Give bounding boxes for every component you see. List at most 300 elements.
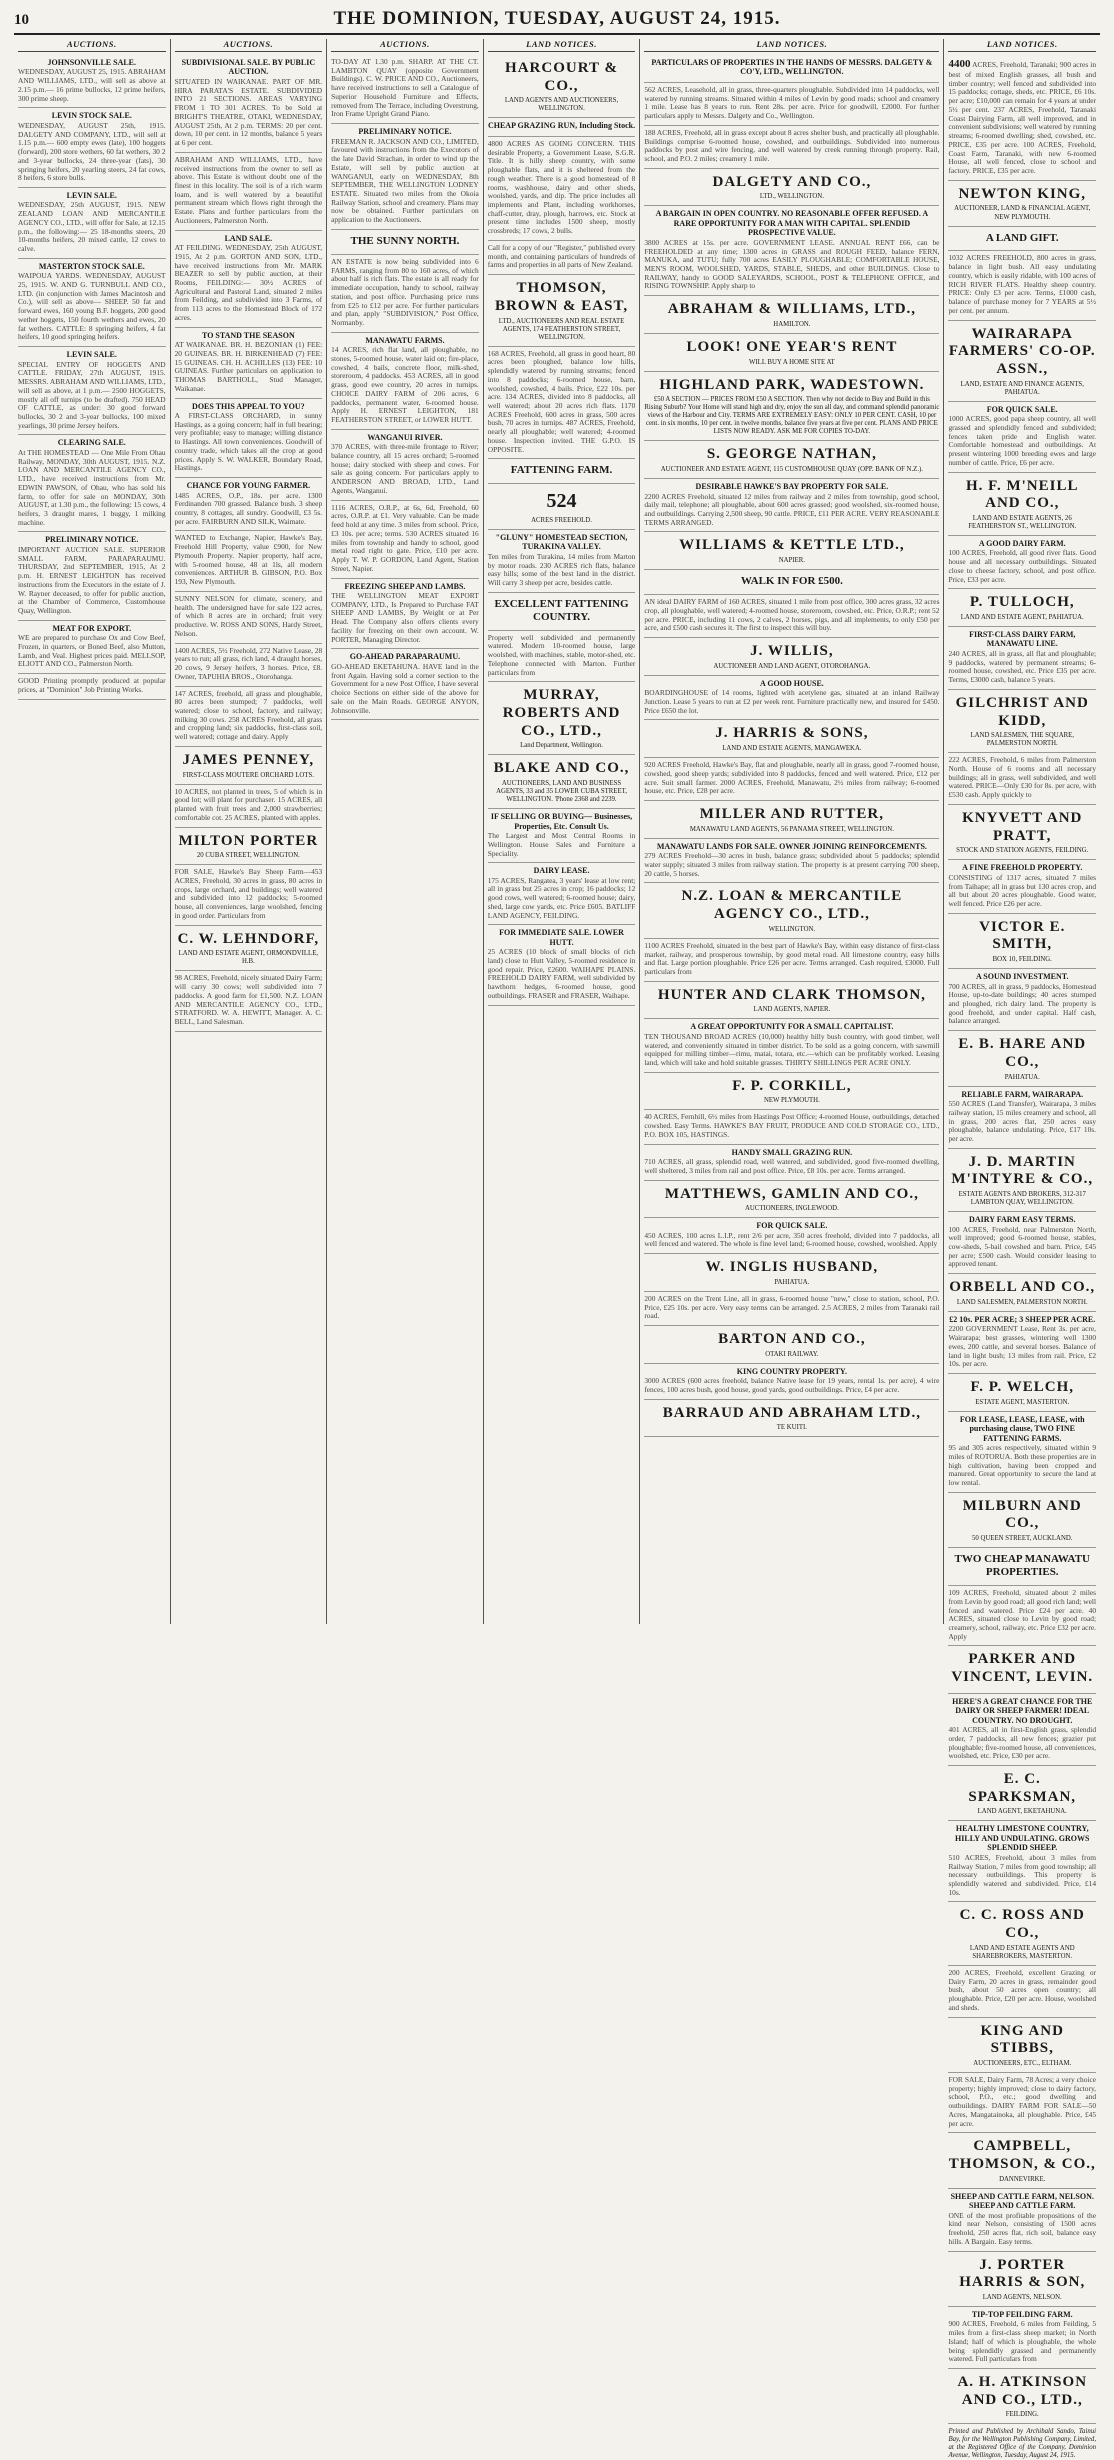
advertisement	[644, 1181, 939, 1219]
column-land-notices-2	[640, 39, 944, 1624]
advertiser-name: MILLER AND RUTTER,	[699, 806, 885, 823]
advertiser-name: J. HARRIS & SONS,	[715, 725, 869, 742]
ad-body-text: Call for a copy of our "Register," published every month, and containing particulars of hundreds of farms and properties in all parts of New Zealand.	[487, 242, 636, 270]
ad-display-heading: THE SUNNY NORTH.	[350, 234, 460, 247]
ad-heading: CHEAP GRAZING RUN, Including Stock.	[487, 121, 636, 131]
advertiser-name: LOOK! ONE YEAR'S RENT	[686, 338, 898, 355]
ad-heading: A GOOD HOUSE.	[759, 678, 824, 688]
advertisement	[175, 55, 323, 153]
advertisement	[644, 939, 939, 982]
ad-heading: FREEZING SHEEP AND LAMBS.	[344, 581, 466, 591]
advertiser-name: E. C. SPARKSMAN,	[968, 1771, 1077, 1805]
ad-body-text: 510 ACRES, Freehold, about 3 miles from Railway Station, 7 miles from good township; all necessary outbuildings. This property is splendidly watered and subdivided. Price, £14 10s.	[948, 1852, 1097, 1897]
advertisement	[175, 971, 323, 1031]
advertiser-name: S. GEORGE NATHAN,	[706, 446, 877, 463]
advertiser-name: F. P. CORKILL,	[732, 1077, 852, 1094]
ad-heading: CLEARING SALE.	[57, 438, 126, 448]
ad-body-text: Ten miles from Turakina, 14 miles from Marton by motor roads. 230 ACRES rich flats, balance easy hills; some of the best land in the district. Will carry 3 sheep per acre, besides cattle.	[487, 551, 636, 588]
advertisement	[948, 1586, 1096, 1646]
advertisement	[175, 153, 323, 231]
ad-body-text: WEDNESDAY, 25th AUGUST, 1915. NEW ZEALAND LOAN AND MERCANTILE AGENCY CO., LTD., will offer for Sale, at 12.15 p.m., the following:— 25 18-months steers, 20 10-months heifers, 20 mixed cattle, 12 cows to calve.	[18, 200, 166, 254]
advertisement	[175, 828, 323, 866]
ad-heading: DOES THIS APPEAL TO YOU?	[192, 401, 305, 411]
advertisement	[488, 118, 636, 136]
advertisement	[948, 969, 1096, 1031]
advertiser-name: P. TULLOCH,	[969, 594, 1075, 611]
advertisement	[175, 687, 323, 747]
advertiser-name: WILLIAMS & KETTLE LTD.,	[679, 537, 905, 554]
advertisement	[488, 484, 636, 530]
columns	[14, 39, 1100, 2460]
ad-body-text: 168 ACRES, Freehold, all grass in good heart, 80 acres been ploughed, balance low hills, splendidly watered by running streams; fenced into 8 paddocks; 6-roomed house, barn, woolshed, cowshed, 4 bails. Price, £22 10s. per acre. 134 ACRES, divided into 8 paddocks, all well watered; about 20 acres rich flats. 1170 ACRES Freehold, 600 acres in grass, 500 acres bush, 70 acres in turnips. 487 ACRES, Freehold, nearly all ploughable; well watered; 4-roomed house. Inspection invited. THE G.P.O. IS OPPOSITE.	[487, 348, 636, 454]
ad-heading: FOR QUICK SALE.	[756, 1221, 828, 1231]
advertisement	[644, 55, 939, 83]
ad-body-text: 1000 ACRES, good papa sheep country, all well grassed and splendidly fenced and subdivided; fences taken pride and English water. Comfortable homestead and outbuildings. At present wintering 1000 breeding ewes and large number of cattle. Price, £6 per acre.	[948, 414, 1097, 467]
advertisement	[488, 593, 636, 631]
ad-body-text: 920 ACRES Freehold, Hawke's Bay, flat and ploughable, nearly all in grass, good 7-roomed house, cowshed, good sheep yards; subdivided into 8 paddocks, fenced and well watered. Price, £12 per acre. Suit small farmer. 2000 ACRES, Freehold, Manawatu, 2½ miles from railway; 6-roomed house, etc. Price, £28 per acre.	[644, 760, 940, 796]
advertisement	[175, 747, 323, 785]
advertisement	[488, 241, 636, 275]
page-number: 10	[14, 12, 29, 28]
advertiser-name: MATTHEWS, GAMLIN AND CO.,	[664, 1185, 919, 1202]
advertiser-name: ABRAHAM & WILLIAMS, LTD.,	[667, 301, 917, 318]
ad-body-text: IMPORTANT AUCTION SALE. SUPERIOR SMALL FARM, PARAPARAUMU. THURSDAY, 2nd SEPTEMBER, 1915, At 2 p.m. H. ERNEST LEIGHTON has received instructions from the Executors in the estate of J. W. Rayner deceased, to offer for public auction, at the Chamber of Commerce, Customhouse Quay, Wellington.	[18, 544, 166, 616]
newspaper-title: THE DOMINION, TUESDAY, AUGUST 24, 1915.	[333, 8, 781, 29]
advertiser-address: LAND, ESTATE AND FINANCE AGENTS, PAHIATUA.	[960, 380, 1084, 396]
ad-heading: A BARGAIN IN OPEN COUNTRY. NO REASONABLE OFFER REFUSED. A RARE OPPORTUNITY FOR A MAN WITH CAPITAL. SPLENDID PROSPECTIVE VALUE.	[655, 209, 929, 238]
advertiser-name: BARRAUD AND ABRAHAM LTD.,	[662, 1404, 921, 1421]
ad-heading: A GREAT OPPORTUNITY FOR A SMALL CAPITALIST.	[690, 1022, 894, 1032]
ad-body-text: WEDNESDAY, AUGUST 25th, 1915. DALGETY AND COMPANY, LTD., will sell at 1.15 p.m.— 600 empty ewes (late), 100 hoggets (forward), 200 store wethers, 60 fat wethers, 30 2 and 3-year bullocks, 24 three-year (fats), 30 springing heifers, 20 yearling steers, 24 fat cows, 8 heifers, 6 store bulls.	[18, 120, 166, 183]
advertiser-name: VICTOR E. SMITH,	[979, 918, 1066, 953]
ad-heading: FOR LEASE, LEASE, LEASE, with purchasing clause, TWO FINE FATTENING FARMS.	[959, 1414, 1085, 1443]
ad-display-heading: FATTENING FARM.	[510, 464, 613, 477]
advertiser-address: ESTATE AGENT, MASTERTON.	[975, 1398, 1070, 1406]
ad-body-text: 401 ACRES, all in first-English grass, splendid order, 7 paddocks, all new fences; grazier put ploughable; five-roomed house, all conveniences, woolshed, etc. Price, £30 per acre.	[948, 1725, 1097, 1761]
ad-heading: JOHNSONVILLE SALE.	[47, 58, 137, 68]
advertiser-address: Land Department, Wellington.	[520, 742, 603, 750]
ad-body-text: 2200 ACRES Freehold, situated 12 miles from railway and 2 miles from township, good school, daily mail, telephone; all ploughable, about 600 acres grassed; good woolshed, six-roomed house, and outbuildings. Carrying 2,500 sheep, 90 cattle. PRICE, £11 PER ACRE. VERY REASONABLE TERMS ARRANGED.	[644, 491, 940, 527]
advertiser-address: FIRST-CLASS MOUTERE ORCHARD LOTS.	[182, 771, 314, 779]
ad-body-text: GOOD Printing promptly produced at popular prices, at "Dominion" Job Printing Works.	[18, 676, 166, 694]
advertisement	[488, 137, 636, 241]
advertisement	[644, 1326, 939, 1364]
ad-heading: LEVIN SALE.	[66, 190, 117, 200]
ad-heading: PRELIMINARY NOTICE.	[45, 535, 139, 545]
advertiser-name: A. H. ATKINSON AND CO., LTD.,	[957, 2374, 1088, 2408]
advertiser-address: ESTATE AGENTS AND BROKERS, 312-317 LAMBTON QUAY, WELLINGTON.	[958, 1191, 1086, 1207]
section-heading: AUCTIONS.	[331, 39, 479, 52]
ad-body-text: 279 ACRES Freehold—30 acres in bush, balance grass; subdivided about 5 paddocks; splendid water supply; situated 3 miles from railway station. The property is at present carrying 700 sheep, 20 cattle, 5 horses.	[644, 851, 940, 878]
ad-heading: PARTICULARS OF PROPERTIES IN THE HANDS OF MESSRS. DALGETY & CO'Y, LTD., WELLINGTON.	[651, 58, 933, 77]
advertisement	[175, 231, 323, 328]
advertisement	[948, 536, 1096, 589]
advertisement	[948, 1646, 1096, 1693]
ad-heading: A GOOD DAIRY FARM.	[978, 538, 1066, 548]
advertisement	[644, 883, 939, 938]
advertisement	[175, 926, 323, 972]
ad-heading: CHANCE FOR YOUNG FARMER.	[186, 481, 311, 491]
ad-display-heading: A LAND GIFT.	[985, 231, 1059, 244]
advertiser-name: E. B. HARE AND CO.,	[958, 1036, 1087, 1070]
advertisement	[644, 801, 939, 839]
ad-heading: LEVIN STOCK SALE.	[51, 111, 132, 121]
advertiser-address: AUCTIONEERS, INGLEWOOD.	[744, 1205, 839, 1213]
ad-body-text: 450 ACRES, 100 acres L.I.P., rent 2/6 per acre, 350 acres freehold, divided into 7 paddocks, all well fenced and watered. The whole is fine level land; 6-roomed house, cowshed, woolshed. Apply	[644, 1230, 940, 1249]
advertiser-name: KING AND STIBBS,	[980, 2022, 1064, 2057]
advertiser-address: PAHIATUA.	[1004, 1073, 1040, 1081]
advertiser-address: LTD., WELLINGTON.	[759, 193, 824, 201]
ad-body-text: WANTED to Exchange, Napier, Hawke's Bay, Freehold Hill Property, value £900, for New Plymouth Property. Napier property, half acre, with 5-roomed house, 48 at 1ls, all modern conveniences. ARTHUR B. GIBSON, P.O. Box 193, New Plymouth.	[174, 533, 323, 587]
advertiser-address: WELLINGTON.	[768, 925, 816, 933]
ad-heading: LAND SALE.	[224, 233, 273, 243]
column-auctions-1	[14, 39, 171, 1624]
advertisement	[175, 531, 323, 591]
ad-heading: IF SELLING OR BUYING— Businesses, Properties, Etc. Consult Us.	[490, 812, 633, 831]
ad-body-text: 1485 ACRES, O.P., 18s. per acre. 1300 Ferdinanden 700 grassed. Balance bush. 3 sheep country, 8 cottages, all sundry. Goodwill, £3 5s. per acre. FAIRBURN AND SILK, Waimate.	[174, 490, 323, 526]
advertiser-address: £50 A SECTION — PRICES FROM £50 A SECTION. Then why not decide to Buy and Build in this Rising Suburb? Your Home will stand high and dry, enjoy the sun all day, and command splendid panoramic views of the Harbour and City. TERMS ARE EXTREMELY EASY: ONLY 10 PER CENT. CASH, 10 per cent. in six months, 10 per cent. in twelve months, balance five years at five per cent. PLANS AND PRICE LISTS NOW READY. ASK ME FOR COPIES TO-DAY.	[644, 396, 940, 436]
advertisement	[948, 227, 1096, 252]
advertiser-address: LAND AGENTS, NAPIER.	[753, 1006, 831, 1014]
advertiser-name: HIGHLAND PARK, WADESTOWN.	[659, 376, 925, 393]
ad-display-heading: TWO CHEAP MANAWATU PROPERTIES.	[954, 1553, 1090, 1579]
ad-heading: MEAT FOR EXPORT.	[52, 623, 132, 633]
advertiser-address: LAND AGENT, EKETAHUNA.	[977, 1808, 1067, 1816]
ad-body-text: 14 ACRES, rich flat land, all ploughable, no stones, 5-roomed house, water laid on; fire-place, cowshed, 4 bails, concrete floor, milk-shed, storeroom, 4 paddocks. 453 ACRES, all in good grass, good ewe country, 20 acres in turnips. CHOICE DAIRY FARM of 206 acres, 6 paddocks, permanent water, 6-roomed house. Apply H. ERNEST LEIGHTON, 181 FEATHERSTON STREET, or LOWER HUTT.	[331, 345, 479, 425]
ad-body-text: 95 and 305 acres respectively, situated within 9 miles of ROTORUA. Both these properties are in high cultivation, having been cropped and manured. Great opportunity to secure the land at low rental.	[948, 1443, 1097, 1487]
advertisement	[644, 1145, 939, 1181]
advertisement	[948, 860, 1096, 913]
ad-heading: MANAWATU FARMS.	[365, 335, 445, 345]
ad-body-text: ONE of the most profitable propositions of the kind near Nelson, consisting of 1500 acres freehold, 250 acres flat, rich soil, balance easy hills. A Bargain. Easy terms.	[948, 2210, 1097, 2246]
section-heading: LAND NOTICES.	[488, 39, 636, 52]
ad-heading: DAIRY FARM EASY TERMS.	[969, 1215, 1076, 1225]
advertisement	[488, 275, 636, 346]
ad-body-text: 98 ACRES, Freehold, nicely situated Dairy Farm; will carry 30 cows; well subdivided into 7 paddocks. A good farm for £1,500. N.Z. LOAN AND MERCANTILE AGENCY CO., LTD., STRATFORD. W. A. HEWITT, Manager. A. C. BELL, Land Salesman.	[174, 973, 323, 1027]
advertisement	[948, 589, 1096, 627]
ad-heading: SHEEP AND CATTLE FARM, NELSON. SHEEP AND CATTLE FARM.	[950, 2191, 1094, 2211]
advertisement	[644, 372, 939, 442]
ad-body-text: 175 ACRES, Rangatea, 3 years' lease at low rent; all in grass but 25 acres in crop; 16 paddocks; 12 good cows, well watered; 6-roomed house; dairy, shed, large cow yards, etc. Price £605. BATLIFF LAND AGENCY, FEILDING.	[487, 875, 636, 920]
ad-body-text: GO-AHEAD EKETAHUNA. HAVE land in the front Again. Having sold a corner section to the Government for a new Post Office, I have several choice Sections on either side of the above for sale on the Main Roads. GEORGE ANYON, Johnsonville.	[331, 661, 479, 715]
advertiser-name: GILCHRIST AND KIDD,	[955, 694, 1089, 729]
advertisement	[488, 863, 636, 925]
ad-heading: A FINE FREEHOLD PROPERTY.	[962, 863, 1083, 873]
ad-body-text: 188 ACRES, Freehold, all in grass except about 8 acres shelter bush, and practically all ploughable. Buildings comprise 6-roomed house, cowshed, and outbuildings. Subdivided into numerous paddocks by post and wire fencing, and well watered by creek running through property. Rail, school, and P.O. 2 miles; creamery 1 mile.	[644, 127, 940, 164]
advertisement	[488, 925, 636, 1005]
advertiser-address: FEILDING.	[1005, 2411, 1039, 2419]
advertiser-address: LAND AGENTS, NELSON.	[982, 2293, 1062, 2301]
advertisement	[331, 430, 479, 501]
advertisement	[948, 1274, 1096, 1312]
advertisement	[948, 2133, 1096, 2188]
advertisement	[948, 1548, 1096, 1586]
ad-body-text: WAIPOUA YARDS. WEDNESDAY, AUGUST 25, 1915. W. AND G. TURNBULL AND CO., LTD. (in conjunction with James Macintosh and Co.), will sell as above— SHEEP. 50 fat and forward ewes, 160 young B.F. hoggets, 200 good wether hoggets, 150 fourth wethers and ewes, 20 fat wethers. CATTLE: 8 springing heifers, 4 fat heifers, 10 good springing heifers.	[18, 271, 166, 342]
advertiser-name: PARKER AND VINCENT, LEVIN.	[951, 1651, 1094, 1686]
advertiser-name: H. F. M'NEILL AND CO.,	[966, 477, 1079, 512]
section-heading: LAND NOTICES.	[948, 39, 1096, 52]
ad-heading: MASTERTON STOCK SALE.	[38, 261, 145, 271]
ad-body-text: 1400 ACRES, 5½ Freehold, 272 Native Lease, 28 years to run; all grass, rich land, 4 draught horses, 20 cows, 9 Jersey heifers, 3 horses. Price, £8. Owner, TAPUHIA BROS., Otorohanga.	[174, 645, 323, 681]
advertisement	[948, 1821, 1096, 1902]
ad-lead-number: 4400	[948, 58, 971, 71]
ad-body-text: The Largest and Most Central Rooms in Wellington. House Sales and Furniture a Speciality.	[487, 831, 636, 858]
ad-display-number: 524	[546, 490, 577, 513]
advertisement	[488, 631, 636, 683]
advertisement	[644, 720, 939, 758]
ad-body-text: 2200 GOVERNMENT Lease, Rent 3s. per acre, Wairarapa; best grasses, wintering well 1300 ewes, 200 cattle, and several horses. Balance of land in light bush; 13 miles from rail. Price, £2 10s. per acre.	[948, 1324, 1097, 1369]
ad-body-text: FREEMAN R. JACKSON AND CO., LIMITED, favoured with instructions from the Executors of the late David Strachan, in order to wind up the Estate, will sell by public auction at WANGANUI, early on WEDNESDAY, 8th SEPTEMBER, THE WELLINGTON LODNEY ESTATE. Situated two miles from the Okoia Railway Station, school and creamery. Plans may now be obtained. Further particulars on application to the Auctioneers.	[331, 136, 479, 225]
advertisement	[175, 592, 323, 644]
ad-body-text: 109 ACRES, Freehold, situated about 2 miles from Levin by good road; all good rich land; well fenced and watered. Price £24 per acre. 40 ACRES, situated close to Levin by good road; creamery, school, railway, etc. Price £32 per acre. Apply	[948, 1588, 1097, 1641]
ad-display-heading: EXCELLENT FATTENING COUNTRY.	[494, 597, 629, 623]
ad-body-text: THE WELLINGTON MEAT EXPORT COMPANY, LTD., Is Prepared to Purchase FAT SHEEP AND LAMBS, By Weight or at Per Head. The Company also offers clients every facility for freezing on their own account. W. PORTER, Managing Director.	[331, 590, 479, 644]
advertiser-address: OTAKI RAILWAY.	[765, 1350, 819, 1358]
advertiser-address: LAND SALESMEN, THE SQUARE, PALMERSTON NORTH.	[970, 732, 1074, 748]
ad-body-text: WEDNESDAY, AUGUST 25, 1915. ABRAHAM AND WILLIAMS, LTD., will sell as above at 2.15 p.m.— 16 prime bullocks, 12 prime heifers, 300 prime sheep.	[18, 67, 166, 103]
advertisement	[175, 478, 323, 531]
advertisement	[644, 1019, 939, 1072]
ad-heading: TIP-TOP FEILDING FARM.	[971, 2309, 1073, 2319]
ad-body-text: 10 ACRES, not planted in trees, 5 of which is in good lot; will plant for purchaser. 15 ACRES, all planted with fruit trees and 2,000 strawberries; comfortable cot. 25 ACRES, planted with apples.	[174, 786, 323, 822]
ad-body-text: SUNNY NELSON for climate, scenery, and health. The undersigned have for sale 122 acres, of which 8 acres are in orchard; fruit very productive. W. ROSS AND SONS, Hardy Street, Nelson.	[174, 593, 323, 638]
advertisement	[644, 479, 939, 532]
advertisement	[644, 1110, 939, 1144]
advertiser-name: KNYVETT AND PRATT,	[962, 809, 1083, 844]
advertiser-address: BOX 10, FEILDING.	[992, 956, 1052, 964]
ad-heading: A SOUND INVESTMENT.	[975, 972, 1069, 982]
advertiser-name: CAMPBELL, THOMSON, & CO.,	[948, 2138, 1096, 2173]
advertiser-name: J. WILLIS,	[750, 643, 834, 660]
column-auctions-3	[327, 39, 484, 1624]
ad-body-text: 700 ACRES, all in grass, 9 paddocks, Homestead House, up-to-date buildings; 40 acres stumped and ploughed, rich dairy land. The property is good freehold, and under capital. Half cash, balance arranged.	[948, 981, 1097, 1026]
section-heading: AUCTIONS.	[18, 39, 166, 52]
advertisement	[948, 251, 1096, 320]
ad-body-text: 147 ACRES, freehold, all grass and ploughable, 80 acres been stumped; 7 paddocks, well watered; close to school, factory, and railway; milking 30 cows. 258 ACRES Freehold, all grass and cropping land; six paddocks, first-class soil, well watered; cottage and dairy. Apply	[174, 688, 323, 742]
advertisement	[948, 2252, 1096, 2307]
advertisement	[948, 1087, 1096, 1149]
advertisement	[948, 690, 1096, 753]
ad-heading: LEVIN SALE.	[66, 350, 117, 360]
advertisement	[948, 321, 1096, 402]
advertisement	[331, 55, 479, 124]
advertisement	[18, 532, 166, 620]
advertiser-address: LAND AND ESTATE AGENTS, MANGAWEKA.	[722, 745, 862, 753]
ad-body-text: 240 ACRES, all in grass, all flat and ploughable; 9 paddocks, watered by permanent streams; 6-roomed house, cowshed, etc. Price £35 per acre. Terms, £3000 cash, balance 5 years.	[948, 648, 1097, 685]
ad-body-text: 222 ACRES, Freehold, 6 miles from Palmerston North. House of 6 rooms and all necessary buildings; all in grass, well subdivided, and well watered. PRICE—Only £30 for 8s. per acre, with £530 cash. Apply quickly to	[948, 755, 1097, 800]
advertiser-name: JAMES PENNEY,	[182, 751, 315, 768]
advertiser-name: HARCOURT & CO.,	[505, 60, 618, 94]
advertiser-name: C. C. ROSS AND CO.,	[959, 1907, 1085, 1942]
advertisement	[644, 1254, 939, 1292]
advertisement	[18, 188, 166, 259]
advertisement	[488, 530, 636, 593]
ad-body-text: BOARDINGHOUSE of 14 rooms, lighted with acetylene gas, situated at an inland Railway Junction. Lease 5 years to run at £2 per week rent. Furniture practically new, and insured for £450. Price £650 the lot.	[644, 688, 940, 715]
ad-body-text: 1032 ACRES FREEHOLD, 800 acres in grass, balance in light bush. All easy undulating country, which is easily ridable, with 100 acres of RICH RIVER FLATS. Healthy sheep country. PRICE: Only £3 per acre. Terms, £1000 cash, balance of purchase money for 7 YEARS at 5½ per cent. per annum.	[948, 253, 1097, 315]
advertiser-address: 20 CUBA STREET, WELLINGTON.	[196, 852, 300, 860]
advertisement	[18, 621, 166, 674]
ad-heading: DESIRABLE HAWKE'S BAY PROPERTY FOR SALE.	[695, 482, 889, 492]
ad-body-text: Property well subdivided and permanently watered. Modern 10-roomed house, large woolshed, with machines, stable, motor-shed, etc. Telephone connected with Marton. Further particulars from	[487, 632, 636, 677]
advertisement	[948, 181, 1096, 227]
ad-body-text: 370 ACRES, with three-mile frontage to River; balance country, all 15 acres orchard; 5-roomed house; dairy stocked with sheep and cows. For sale as going concern. For particulars apply to ANDERSON AND BROAD, LTD., Land Agents, Wanganui.	[331, 442, 479, 495]
advertisement	[948, 1966, 1096, 2018]
advertiser-address: LAND AND ESTATE AGENT, ORMONDVILLE, H.B.	[178, 950, 319, 966]
advertiser-address: HAMILTON.	[773, 320, 811, 328]
advertisement	[948, 2018, 1096, 2073]
advertisement	[644, 334, 939, 372]
advertisement	[948, 1412, 1096, 1493]
ad-body-text: WE are prepared to purchase Ox and Cow Beef, Frozen, in quarters, or Boned Beef, also Mutton, Lamb, and Veal. Highest prices paid. MELLSOP, ELIOTT AND CO., Palmerston North.	[18, 633, 166, 669]
ad-body-text: ABRAHAM AND WILLIAMS, LTD., have received instructions from the owner to sell as above. This Estate is without doubt one of the finest in this locality. The soil is of a rich warm loam, and is well watered by a beautiful permanent stream which flows right through the Estate. Plans and further particulars from the Auctioneers, Palmerston North.	[174, 154, 323, 225]
advertiser-address: NAPIER.	[778, 557, 805, 565]
ad-heading: SUBDIVISIONAL SALE. BY PUBLIC AUCTION.	[181, 58, 316, 77]
advertisement	[948, 1212, 1096, 1274]
advertiser-address: LAND SALESMEN, PALMERSTON NORTH.	[956, 1298, 1088, 1306]
advertiser-name: THOMSON, BROWN & EAST,	[494, 280, 629, 314]
advertisement	[948, 1902, 1096, 1965]
advertisement	[948, 1694, 1096, 1766]
advertiser-name: NEWTON KING,	[958, 185, 1087, 202]
advertisement	[488, 347, 636, 460]
advertisement	[644, 1073, 939, 1111]
advertiser-address: LAND AGENTS AND AUCTIONEERS, WELLINGTON.	[504, 97, 619, 113]
advertisement	[331, 230, 479, 255]
advertiser-name: J. PORTER HARRIS & SON,	[959, 2256, 1086, 2291]
advertisement	[644, 296, 939, 334]
advertisement	[644, 83, 939, 126]
advertisement	[488, 459, 636, 484]
advertiser-address: DANNEVIRKE.	[999, 2175, 1046, 2183]
advertisement	[644, 532, 939, 570]
advertisement	[948, 473, 1096, 536]
ad-body-text: A FIRST-CLASS ORCHARD, in sunny Hastings, as a going concern; half in full bearing; very profitable; easy to manage; willing distance to Hastings. All town conveniences. Goodwill of country trade, which takes all the crop at good prices. Apply S. W. WALKER, Boundary Road, Hastings.	[174, 410, 323, 473]
advertiser-name: MURRAY, ROBERTS AND CO., LTD.,	[502, 687, 621, 739]
advertisement	[644, 570, 939, 595]
ad-body-text: SPECIAL ENTRY OF HOGGETS AND CATTLE. FRIDAY, 27th AUGUST, 1915. MESSRS. ABRAHAM AND WILLIAMS, LTD., will sell as above, at 1 p.m.— 2500 HOGGETS, mostly all off turnips (to be drafted). 750 HEAD OF CATTLE, as under: 30 good forward bullocks, 30 2 and 3-year bullocks, 100 mixed yearlings, 30 prime Jersey heifers.	[18, 359, 166, 430]
advertiser-name: C. W. LEHNDORF,	[177, 930, 320, 947]
advertiser-name: ORBELL AND CO.,	[949, 1279, 1096, 1296]
advertiser-address: TE KUITI.	[776, 1424, 807, 1432]
advertiser-name: DALGETY AND CO.,	[712, 173, 872, 190]
advertisement	[331, 124, 479, 230]
advertisement	[948, 1374, 1096, 1412]
advertiser-name: MILTON PORTER	[178, 832, 319, 849]
ad-heading: HEALTHY LIMESTONE COUNTRY, HILLY AND UNDULATING. GROWS SPLENDID SHEEP.	[955, 1824, 1090, 1853]
advertisement	[18, 674, 166, 699]
advertisement	[644, 1364, 939, 1400]
ad-heading: GO-AHEAD PARAPARAUMU.	[349, 652, 461, 662]
advertisement	[488, 755, 636, 809]
ad-heading: MANAWATU LANDS FOR SALE. OWNER JOINING REINFORCEMENTS.	[656, 841, 927, 851]
ad-body-text: 200 ACRES, Freehold, excellent Grazing or Dairy Farm, 20 acres in grass, remainder good bush, about 50 acres open country; all ploughable. Price, £20 per acre. House, woolshed and sheds.	[948, 1967, 1097, 2012]
advertisement	[644, 1292, 939, 1326]
advertiser-address: AUCTIONEER, LAND & FINANCIAL AGENT, NEW PLYMOUTH.	[954, 205, 1091, 221]
ad-heading: "GLUNY" HOMESTEAD SECTION, TURAKINA VALLEY.	[495, 532, 628, 552]
advertiser-name: WAIRARAPA FARMERS' CO-OP. ASSN.,	[948, 325, 1096, 377]
advertisement	[488, 55, 636, 118]
advertisement	[948, 2189, 1096, 2252]
ad-heading: PRELIMINARY NOTICE.	[358, 127, 452, 137]
advertisement	[331, 649, 479, 720]
advertiser-name: BLAKE AND CO.,	[493, 760, 630, 777]
ad-body-text: 200 ACRES on the Trent Line, all in grass, 6-roomed house "new," close to station, school, P.O. Price, £25 10s. per acre. Very easy terms can be arranged. 2.5 ACRES, 2 miles from Taranaki rail road.	[644, 1293, 940, 1321]
advertisement	[644, 595, 939, 638]
advertisement	[488, 682, 636, 755]
advertisement	[644, 839, 939, 884]
advertisement	[175, 644, 323, 687]
ad-body-text: 562 ACRES, Leasehold, all in grass, three-quarters ploughable. Subdivided into 14 paddocks, well watered by running streams. Situated within 4 miles of Levin by good roads; school and creamery 1 mile. Lease has 8 years to run. Rent 28s. per acre. Price for goodwill, £2000. For further particulars apply to Messrs. Dalgety and Co., Wellington.	[644, 84, 940, 121]
advertisement	[948, 2073, 1096, 2133]
advertisement	[644, 441, 939, 479]
ad-body-text: 100 ACRES, Freehold, near Palmerston North, well improved; good 6-roomed house, stables, cow-sheds, 5-bail cowshed and barn. Price, £45 per acre; £500 cash. Would consider leasing to approved tenant.	[948, 1224, 1097, 1269]
advertisement	[175, 865, 323, 925]
advertisement	[948, 2369, 1096, 2424]
ad-heading: DAIRY LEASE.	[533, 866, 590, 876]
ad-body-text: FOR SALE, Hawke's Bay Sheep Farm—453 ACRES, Freehold, 30 acres in grass, 80 acres in crops, large orchard, and buildings; well watered and subdivided into 12 paddocks; 5-roomed house, all conveniences, large woolshed, fencing in good order. Particulars from	[174, 867, 323, 920]
ad-heading: KING COUNTRY PROPERTY.	[736, 1366, 847, 1376]
ad-body-text: 25 ACRES (10 block of small blocks of rich land) close to Hutt Valley, 5-roomed residence in good repair. Price, £2600. WAIHAPE PLAINS. FREEHOLD DAIRY FARM, well subdivided by hawthorn hedges, 6-roomed house, good outbuildings. FRASER and FRASER, Waihape.	[487, 947, 636, 1000]
section-heading: AUCTIONS.	[175, 39, 323, 52]
advertisement	[644, 1400, 939, 1438]
advertiser-address: ACRES FREEHOLD.	[531, 516, 592, 524]
advertisement	[644, 982, 939, 1020]
advertiser-address: LTD., AUCTIONEERS AND REAL ESTATE AGENTS, 174 FEATHERSTON STREET, WELLINGTON.	[498, 317, 625, 341]
advertiser-name: W. INGLIS HUSBAND,	[705, 1259, 879, 1276]
advertiser-address: WILL BUY A HOME SITE AT	[748, 358, 835, 366]
ad-body-text: 4800 ACRES AS GOING CONCERN. THIS desirable Property, a Government Lease, S.G.R. Title. It is hilly sheep country, with some ploughable flats, and it is sheltered from the rough weather. There is a good homestead of 8 rooms, washhouse, dairy and other sheds, woolshed, yards, and dip. The price includes all implements and Plant, including workhorses, chaff-cutter, dray, plough, harrows, etc. Stock at present time includes 1500 sheep, mostly crossbreds; 17 cows, 2 bulls.	[487, 138, 636, 236]
advertisement	[18, 435, 166, 532]
advertiser-address: AUCTIONEER AND ESTATE AGENT, 115 CUSTOMHOUSE QUAY (OPP. BANK OF N.Z.).	[660, 466, 923, 474]
section-heading: LAND NOTICES.	[644, 39, 939, 52]
ad-body-text: At THE HOMESTEAD — One Mile From Ohau Railway, MONDAY, 30th AUGUST, 1915. N.Z. LOAN AND MERCANTILE AGENCY CO., LTD., have received instructions from Mr. EDWIN PAWSON, of Ohau, who has sold his farm, to offer for sale on MONDAY, 30th AUGUST, at 1.30 p.m., the following: 15 cows, 4 heifers, 3 draught mares, 1 buggy, 1 milking machine.	[18, 447, 166, 527]
ad-body-text: 100 ACRES, Freehold, all good river flats. Good house and all necessary outbuildings. Situated close to cheese factory, school, and post office. Price, £33 per acre.	[948, 548, 1097, 584]
ad-display-heading: WALK IN FOR £500.	[740, 575, 843, 588]
advertisement	[331, 333, 479, 430]
advertisement	[948, 805, 1096, 860]
advertisement	[175, 785, 323, 828]
ad-heading: HANDY SMALL GRAZING RUN.	[731, 1147, 853, 1157]
advertiser-address: LAND AND ESTATE AGENT, PAHIATUA.	[960, 614, 1084, 622]
ad-body-text: AN ideal DAIRY FARM of 160 ACRES, situated 1 mile from post office, 300 acres grass, 32 acres crop, all ploughable, well watered; 4-roomed house, storeroom, cowshed, etc. Price, O.R.P.; rent 52 per acre. PRICE, including 11 cows, 2 calves, 2 horses, pigs, and all implements, to only £50 per acre, and £500 cash secures it. The first to inspect this will buy.	[644, 597, 940, 633]
advertisement	[644, 169, 939, 207]
ad-body-text: FOR SALE, Dairy Farm, 78 Acres; a very choice property; highly improved; close to dairy factory, school, P.O., etc.; good dwelling and outbuildings. DAIRY FARM FOR SALE—50 Acres, Mangatainoka, all ploughable. Price, £45 per acre.	[948, 2074, 1097, 2128]
column-auctions-2	[171, 39, 328, 1624]
ad-heading: £2 10s. PER ACRE; 3 SHEEP PER ACRE.	[949, 1314, 1096, 1324]
advertiser-address: LAND AND ESTATE AGENTS AND SHAREBROKERS, MASTERTON.	[969, 1944, 1075, 1960]
ad-body-text: AN ESTATE is now being subdivided into 6 FARMS, ranging from 80 to 160 acres, of which about half is rich flats. The estate is all ready for immediate occupation, handy to school, railway station, and post office. Purchasing price runs from £25 to £12 per acre. For further particulars and plan, apply "SUBDIVISION," Post Office, Normanby.	[331, 256, 479, 328]
advertiser-name: J. D. MARTIN M'INTYRE & CO.,	[951, 1153, 1094, 1188]
ad-body-text: TEN THOUSAND BROAD ACRES (10,000) healthy hilly bush country, with good timber, well watered, and conveniently situated in timber district. To be sold as a going concern, with sawmill equipped for milling timber—rimu, matai, totara, etc.—which can be profitably worked. Leasing land, which will take and hold suitable grasses. THIRTY SHILLINGS PER ACRE ONLY.	[644, 1031, 940, 1068]
ad-body-text: 900 ACRES, Freehold, 6 miles from Feilding, 5 miles from a first-class sheep market; in North Island; half of which is ploughable, the whole being splendidly grassed and permanently watered. Full particulars from	[948, 2319, 1097, 2364]
ad-heading: HERE'S A GREAT CHANCE FOR THE DAIRY OR SHEEP FARMER! IDEAL COUNTRY. NO DROUGHT.	[952, 1696, 1093, 1725]
advertiser-address: MANAWATU LAND AGENTS, 56 PANAMA STREET, WELLINGTON.	[689, 825, 894, 833]
ad-body-text: 710 ACRES, all grass, splendid road, well watered, and subdivided, good five-roomed dwelling, well sheltered, 3 miles from rail and post office. Price, £8 10s. per acre. Terms arranged.	[644, 1157, 940, 1175]
advertisement	[948, 1493, 1096, 1548]
advertisement	[488, 809, 636, 863]
ad-body-text: 1116 ACRES, O.R.P., at 6s, 6d, Freehold, 60 acres, O.R.P. at £1. Very valuable. Can be made feed hold at any time. 3 miles from school. Price, £3 10s. per acre; terms. 530 ACRES situated 16 miles from township and handy to school, good metal road right to gate. Price, £10 per acre. Apply T. W. P. GORDON, Land Agent, Station Street, Napier.	[331, 502, 479, 573]
advertisement	[18, 259, 166, 347]
advertisement	[331, 579, 479, 650]
advertiser-address: NEW PLYMOUTH.	[763, 1097, 820, 1105]
advertiser-address: AUCTIONEERS, ETC., ELTHAM.	[973, 2059, 1072, 2067]
advertiser-name: HUNTER AND CLARK THOMSON,	[657, 986, 926, 1003]
ad-body-text: AT FEILDING. WEDNESDAY, 25th AUGUST, 1915, At 2 p.m. GORTON AND SON, LTD., have received instructions from Mr. MARK BEAZER to sell by public auction, at their Rooms, FEILDING:— 30½ ACRES of Agricultural and Pastoral Land, situated 2 miles from Feilding, and subdivided into 3 Farms, of from 113 acres to the Homestead Block of 172 acres.	[174, 243, 323, 322]
advertiser-address: PAHIATUA.	[774, 1278, 810, 1286]
advertisement	[948, 1312, 1096, 1374]
ad-body-text: 550 ACRES (Land Transfer), Wairarapa, 3 miles railway station, 15 miles creamery and school, all in grass, 200 acres flat, 250 acres easy ploughable, balance undulating. Price, £17 10s. per acre.	[948, 1099, 1097, 1143]
advertisement	[948, 914, 1096, 969]
